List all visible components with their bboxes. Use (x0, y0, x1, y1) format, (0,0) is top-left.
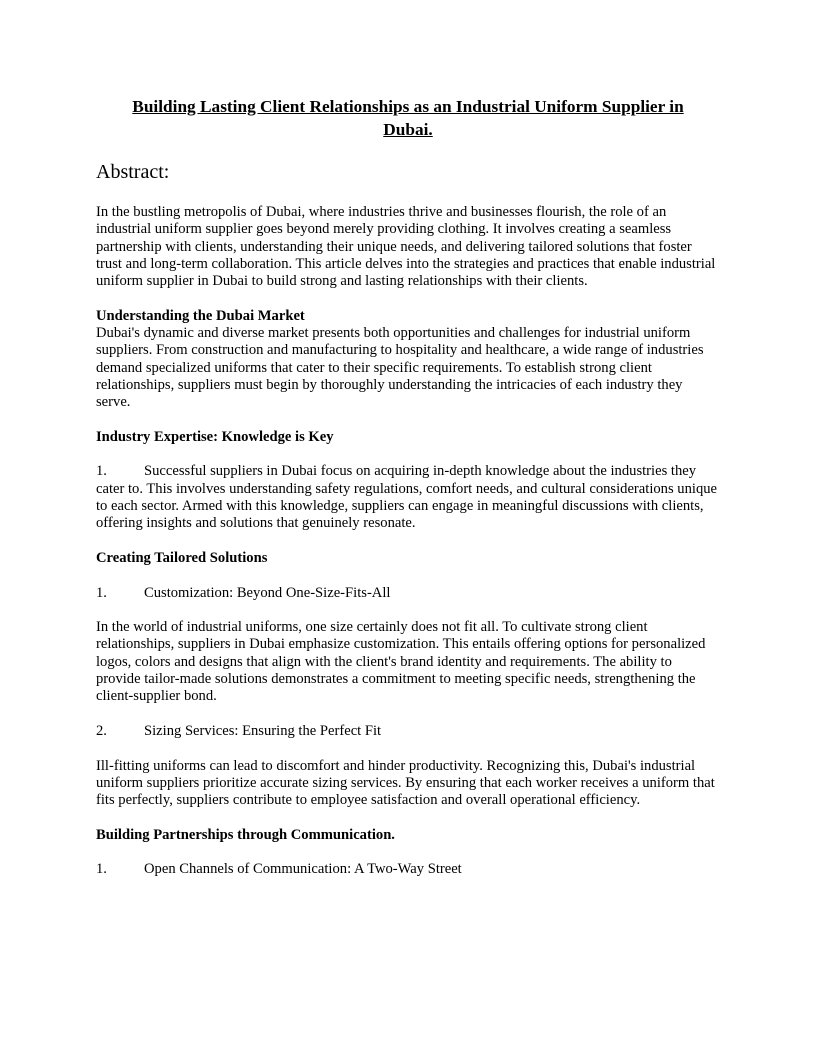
abstract-heading: Abstract: (96, 161, 170, 183)
list-number: 1. (96, 584, 107, 601)
communication-title: Open Channels of Communication: A Two-Way Street (144, 861, 462, 878)
tailored-heading: Creating Tailored Solutions (96, 549, 268, 566)
document-page (96, 96, 720, 896)
partnerships-heading: Building Partnerships through Communication. (96, 826, 395, 843)
expertise-item-text: Successful suppliers in Dubai focus on acquiring in-depth knowledge about the industries they cater to. This involves understanding safety regulations, comfort needs, and cultural considerations unique to each sector. Armed with this knowledge, suppliers can engage in meaningful discussions with clients, offering insights and solutions that genuinely resonate. (96, 463, 718, 532)
expertise-heading: Industry Expertise: Knowledge is Key (96, 428, 334, 445)
abstract-paragraph: In the bustling metropolis of Dubai, where industries thrive and businesses flourish, the role of an industrial uniform supplier goes beyond merely providing clothing. It involves creating a seamless partnership with clients, understanding their unique needs, and delivering tailored solutions that foster trust and long-term collaboration. This article delves into the strategies and practices that enable industrial uniform supplier in Dubai to build strong and lasting relationships with their clients. (96, 204, 716, 290)
list-number: 1. (96, 861, 107, 878)
market-paragraph: Dubai's dynamic and diverse market presents both opportunities and challenges for industrial uniform suppliers. From construction and manufacturing to hospitality and healthcare, a wide range of industries demand specialized uniforms that cater to their specific requirements. To establish strong client relationships, suppliers must begin by thoroughly understanding the intricacies of each industry they serve. (96, 325, 704, 411)
document-title: Building Lasting Client Relationships as an Industrial Uniform Supplier in Dubai. (132, 97, 684, 139)
customization-title: Customization: Beyond One-Size-Fits-All (144, 584, 391, 601)
list-number: 1. (96, 463, 107, 480)
sizing-paragraph: Ill-fitting uniforms can lead to discomfort and hinder productivity. Recognizing this, Dubai's industrial uniform suppliers prioritize accurate sizing services. By ensuring that each worker receives a uniform that fits perfectly, suppliers contribute to employee satisfaction and overall operational efficiency. (96, 757, 715, 809)
expertise-list-item (96, 463, 720, 532)
tailored-list-item-2 (96, 723, 720, 740)
tailored-list-item-1 (96, 585, 720, 602)
customization-paragraph: In the world of industrial uniforms, one size certainly does not fit all. To cultivate strong client relationships, suppliers in Dubai emphasize customization. This entails offering options for personalized logos, colors and designs that align with the client's brand identity and requirements. The ability to provide tailor-made solutions demonstrates a commitment to meeting specific needs, strengthening the client-supplier bond. (96, 619, 706, 705)
sizing-title: Sizing Services: Ensuring the Perfect Fit (144, 722, 382, 739)
list-number: 2. (96, 722, 107, 739)
market-section (96, 308, 720, 412)
market-heading: Understanding the Dubai Market (96, 307, 305, 324)
partnerships-list-item-1 (96, 861, 720, 878)
